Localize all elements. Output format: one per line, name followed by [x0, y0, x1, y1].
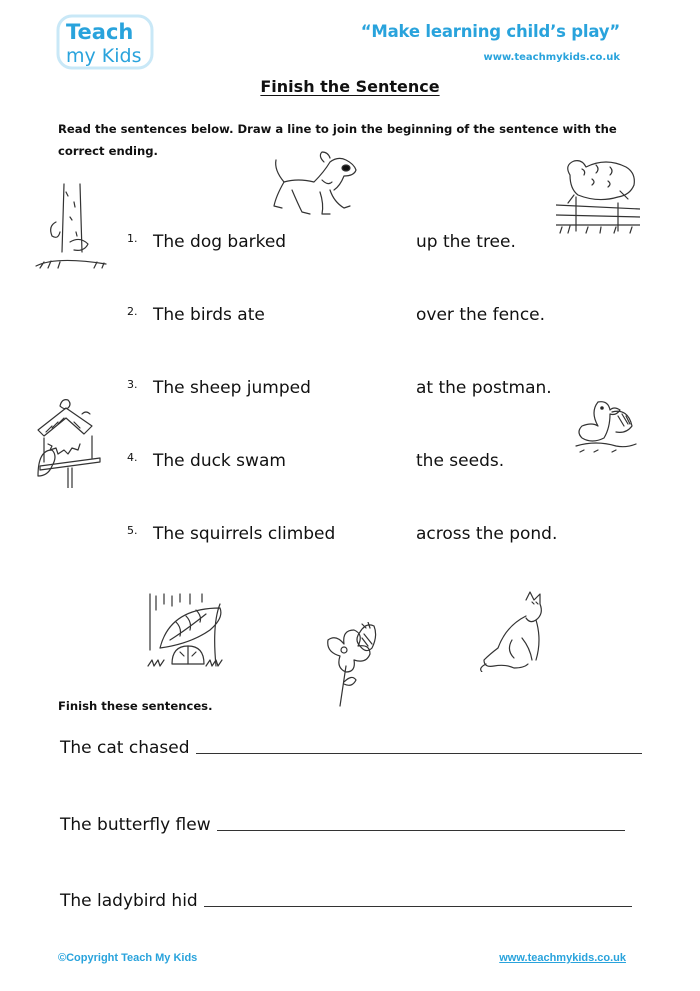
finish-section-label: Finish these sentences. [58, 699, 213, 713]
logo-text-teach: Teach [66, 20, 134, 44]
sentence-beginning[interactable]: The dog barked [153, 232, 287, 252]
footer-url-link[interactable]: www.teachmykids.co.uk [499, 952, 626, 964]
sheep-fence-icon [556, 155, 640, 235]
page-title [0, 77, 700, 96]
sentence-beginning[interactable]: The duck swam [153, 451, 286, 471]
page-title-text: Finish the Sentence [260, 77, 440, 96]
sentence-ending[interactable]: over the fence. [416, 305, 546, 325]
sentence-beginning[interactable]: The birds ate [153, 305, 265, 325]
sentence-beginning[interactable]: The squirrels climbed [153, 524, 336, 544]
tree-squirrel-icon [34, 182, 114, 270]
row-number: 5. [127, 524, 138, 537]
bird-feeder-icon [34, 396, 106, 488]
sentence-prompt: The butterfly flew [60, 815, 211, 835]
footer-copyright: ©Copyright Teach My Kids [58, 952, 198, 964]
answer-blank[interactable] [196, 752, 642, 754]
row-number: 4. [127, 451, 138, 464]
answer-blank[interactable] [217, 829, 625, 831]
matching-row-2 [127, 305, 647, 331]
matching-row-3 [127, 378, 647, 404]
sentence-prompt: The cat chased [60, 738, 190, 758]
header-url[interactable]: www.teachmykids.co.uk [483, 52, 620, 63]
finish-sentence-2 [60, 805, 650, 835]
instructions: Read the sentences below. Draw a line to join the beginning of the sentence with the correct ending. [58, 122, 617, 158]
sentence-ending[interactable]: across the pond. [416, 524, 558, 544]
sentence-prompt: The ladybird hid [60, 891, 198, 911]
sentence-beginning[interactable]: The sheep jumped [153, 378, 311, 398]
finish-sentence-1 [60, 728, 650, 758]
matching-row-4 [127, 451, 647, 477]
cat-icon [476, 590, 556, 672]
duck-icon [574, 398, 640, 456]
answer-blank[interactable] [204, 905, 632, 907]
finish-sentence-3 [60, 881, 650, 911]
sentence-ending[interactable]: up the tree. [416, 232, 516, 252]
row-number: 2. [127, 305, 138, 318]
flower-butterfly-icon [320, 622, 392, 708]
ladybird-leaf-icon [146, 590, 230, 668]
matching-row-1 [127, 232, 647, 258]
teach-my-kids-logo [56, 14, 154, 70]
row-number: 3. [127, 378, 138, 391]
row-number: 1. [127, 232, 138, 245]
logo-text-mykids: my Kids [66, 45, 142, 67]
sentence-ending[interactable]: at the postman. [416, 378, 552, 398]
tagline: “Make learning child’s play” [360, 22, 620, 41]
dog-icon [268, 150, 360, 222]
matching-row-5 [127, 524, 647, 550]
sentence-ending[interactable]: the seeds. [416, 451, 505, 471]
